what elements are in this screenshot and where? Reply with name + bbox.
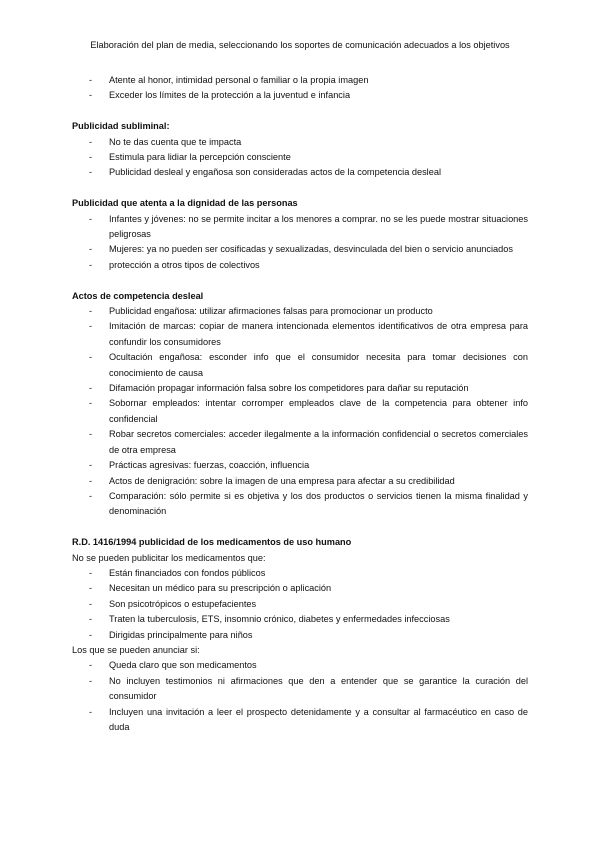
- competencia-list: [72, 304, 528, 520]
- bullet-dash: -: [89, 213, 93, 224]
- bullet-dash: -: [89, 398, 93, 409]
- bullet-dash: -: [89, 490, 93, 501]
- bullet-dash: -: [89, 352, 93, 363]
- list-item-text: No te das cuenta que te impacta: [109, 136, 242, 147]
- bullet-dash: -: [89, 167, 93, 178]
- list-item: [72, 73, 528, 88]
- list-item-text: No incluyen testimonios ni afirmaciones que den a entender que se garantice la curación del consumidor: [109, 675, 528, 702]
- bullet-dash: -: [89, 629, 93, 640]
- list-item: [72, 612, 528, 627]
- list-item: [72, 427, 528, 458]
- bullet-dash: -: [89, 152, 93, 163]
- list-item: [72, 581, 528, 596]
- list-item-text: Incluyen una invitación a leer el prospecto detenidamente y a consultar al farmacéutico en caso de duda: [109, 706, 528, 732]
- list-item: [72, 474, 528, 489]
- bullet-dash: -: [89, 321, 93, 332]
- bullet-dash: -: [89, 675, 93, 686]
- list-item: [72, 165, 528, 180]
- document-body: [72, 73, 528, 735]
- list-item-text: Difamación propagar información falsa sobre los competidores para dañar su reputación: [109, 383, 469, 394]
- bullet-dash: -: [89, 614, 93, 625]
- list-item: [72, 350, 528, 381]
- section-title-dignidad: Publicidad que atenta a la dignidad de las personas: [72, 198, 298, 209]
- list-item: [72, 658, 528, 673]
- section-title-subliminal: Publicidad subliminal:: [72, 121, 170, 132]
- bullet-dash: -: [89, 567, 93, 578]
- list-item-text: Son psicotrópicos o estupefacientes: [109, 598, 257, 609]
- list-item: [72, 258, 528, 273]
- list-item: [72, 458, 528, 473]
- bullet-dash: -: [89, 90, 93, 101]
- bullet-dash: -: [89, 383, 93, 394]
- section-title-competencia: Actos de competencia desleal: [72, 290, 204, 301]
- list-item-text: protección a otros tipos de colectivos: [109, 259, 260, 270]
- list-item: [72, 597, 528, 612]
- list-item-text: Publicidad desleal y engañosa son consideradas actos de la competencia desleal: [109, 167, 441, 178]
- bullet-dash: -: [89, 598, 93, 609]
- list-item-text: Imitación de marcas: copiar de manera intencionada elementos identificativos de otra empresa para confundir los consumidores: [109, 321, 528, 347]
- list-item: [72, 212, 528, 243]
- rd-si-list: [72, 658, 528, 735]
- list-item-text: Atente al honor, intimidad personal o familiar o la propia imagen: [109, 75, 369, 85]
- rd-no-title: No se pueden publicitar los medicamentos que:: [72, 552, 266, 563]
- list-item-text: Necesitan un médico para su prescripción o aplicación: [109, 583, 332, 594]
- list-item-text: Robar secretos comerciales: acceder ilegalmente a la información confidencial o secretos comerciales de otra empresa: [109, 429, 528, 455]
- bullet-dash: -: [89, 75, 93, 85]
- list-item-text: Comparación: sólo permite si es objetiva y los dos productos o servicios tienen la misma finalidad y denominación: [109, 490, 528, 517]
- list-item-text: Están financiados con fondos públicos: [109, 567, 266, 578]
- list-item-text: Sobornar empleados: intentar corromper empleados clave de la competencia para obtener info confidencial: [109, 398, 528, 424]
- list-item: [72, 705, 528, 736]
- bullet-dash: -: [89, 259, 93, 270]
- list-item: [72, 628, 528, 643]
- bullet-dash: -: [89, 460, 93, 471]
- bullet-dash: -: [89, 429, 93, 440]
- list-item: [72, 150, 528, 165]
- bullet-dash: -: [89, 706, 93, 717]
- bullet-dash: -: [89, 660, 93, 671]
- intro-list: [72, 73, 528, 104]
- list-item-text: Dirigidas principalmente para niños: [109, 629, 253, 640]
- list-item: [72, 381, 528, 396]
- bullet-dash: -: [89, 244, 93, 255]
- list-item-text: Traten la tuberculosis, ETS, insomnio crónico, diabetes y enfermedades infecciosas: [109, 614, 450, 625]
- bullet-dash: -: [89, 583, 93, 594]
- section-title-rd: R.D. 1416/1994 publicidad de los medicamentos de uso humano: [72, 537, 352, 548]
- page-header: Elaboración del plan de media, seleccionando los soportes de comunicación adecuados a los objetivos: [90, 40, 510, 50]
- list-item-text: Estimula para lidiar la percepción consciente: [109, 152, 291, 163]
- dignidad-list: [72, 212, 528, 274]
- list-item: [72, 566, 528, 581]
- list-item-text: Exceder los límites de la protección a la juventud e infancia: [109, 90, 351, 101]
- bullet-dash: -: [89, 306, 93, 317]
- list-item-text: Infantes y jóvenes: no se permite incitar a los menores a comprar. no se les puede mostrar situaciones peligrosas: [109, 213, 528, 240]
- list-item-text: Ocultación engañosa: esconder info que el consumidor necesita para tomar decisiones con conocimiento de causa: [109, 352, 528, 378]
- list-item: [72, 396, 528, 427]
- list-item: [72, 88, 528, 103]
- list-item: [72, 242, 528, 257]
- list-item: [72, 319, 528, 350]
- list-item: [72, 489, 528, 520]
- list-item: [72, 135, 528, 150]
- subliminal-list: [72, 135, 528, 181]
- rd-si-title: Los que se pueden anunciar si:: [72, 644, 200, 655]
- list-item-text: Queda claro que son medicamentos: [109, 660, 257, 671]
- list-item-text: Mujeres: ya no pueden ser cosificadas y sexualizadas, desvinculada del bien o servicio anunciados: [109, 244, 513, 255]
- list-item-text: Publicidad engañosa: utilizar afirmaciones falsas para promocionar un producto: [109, 306, 433, 317]
- list-item: [72, 674, 528, 705]
- bullet-dash: -: [89, 475, 93, 486]
- rd-no-list: [72, 566, 528, 643]
- list-item-text: Prácticas agresivas: fuerzas, coacción, influencia: [109, 460, 310, 471]
- bullet-dash: -: [89, 136, 93, 147]
- list-item-text: Actos de denigración: sobre la imagen de una empresa para afectar a su credibilidad: [109, 475, 455, 486]
- list-item: [72, 304, 528, 319]
